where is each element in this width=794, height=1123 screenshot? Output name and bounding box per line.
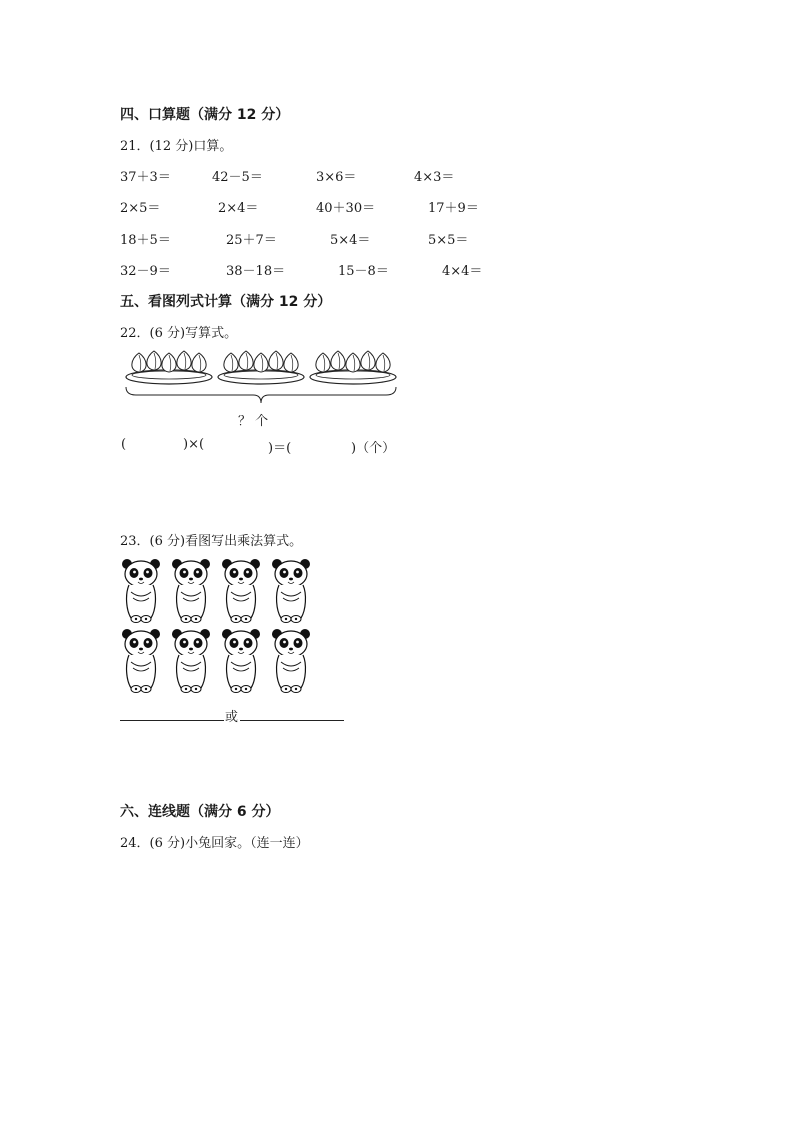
panda-icon bbox=[172, 629, 210, 693]
brace-icon bbox=[126, 387, 396, 403]
oral-problem: 2×4＝ bbox=[218, 201, 259, 216]
section4-heading: 四、口算题（满分 12 分） bbox=[120, 107, 290, 123]
panda-icon bbox=[272, 629, 310, 693]
q21-prompt: 21．(12 分)口算。 bbox=[120, 139, 233, 154]
oral-problem: 3×6＝ bbox=[316, 170, 357, 185]
oral-problem: 5×4＝ bbox=[330, 233, 371, 248]
oral-problem: 18＋5＝ bbox=[120, 233, 171, 248]
oral-problem: 15－8＝ bbox=[338, 264, 389, 279]
q22-prompt: 22．(6 分)写算式。 bbox=[120, 326, 238, 341]
formula-equals: )＝( bbox=[268, 441, 292, 456]
peach-plates-figure bbox=[120, 345, 400, 405]
oral-problem: 4×3＝ bbox=[414, 170, 455, 185]
panda-icon bbox=[222, 559, 260, 623]
formula-open-paren: ( bbox=[121, 437, 127, 452]
q23-prompt: 23．(6 分)看图写出乘法算式。 bbox=[120, 534, 303, 549]
oral-problem: 38－18＝ bbox=[226, 264, 286, 279]
oral-problem: 25＋7＝ bbox=[226, 233, 277, 248]
peach-plate bbox=[310, 351, 396, 384]
question-count-label: ？ 个 bbox=[238, 414, 269, 429]
oral-problem: 32－9＝ bbox=[120, 264, 171, 279]
panda-icon bbox=[122, 559, 160, 623]
oral-problem: 37＋3＝ bbox=[120, 170, 171, 185]
or-label: 或 bbox=[225, 710, 239, 725]
formula-unit: )（个） bbox=[351, 441, 396, 456]
peach-plate bbox=[126, 351, 212, 384]
panda-grid-figure bbox=[118, 556, 318, 698]
oral-problem: 40＋30＝ bbox=[316, 201, 376, 216]
peach-plate bbox=[218, 351, 304, 384]
oral-problem: 17＋9＝ bbox=[428, 201, 479, 216]
panda-icon bbox=[122, 629, 160, 693]
oral-problem: 4×4＝ bbox=[442, 264, 483, 279]
panda-icon bbox=[222, 629, 260, 693]
panda-icon bbox=[172, 559, 210, 623]
oral-problem: 42－5＝ bbox=[212, 170, 263, 185]
section6-heading: 六、连线题（满分 6 分） bbox=[120, 804, 280, 820]
q24-prompt: 24．(6 分)小兔回家。（连一连） bbox=[120, 836, 309, 851]
oral-problem: 2×5＝ bbox=[120, 201, 161, 216]
oral-problem: 5×5＝ bbox=[428, 233, 469, 248]
formula-times: )×( bbox=[183, 437, 205, 452]
panda-icon bbox=[272, 559, 310, 623]
section5-heading: 五、看图列式计算（满分 12 分） bbox=[120, 294, 332, 310]
answer-blank-1[interactable] bbox=[120, 720, 224, 721]
answer-blank-2[interactable] bbox=[240, 720, 344, 721]
